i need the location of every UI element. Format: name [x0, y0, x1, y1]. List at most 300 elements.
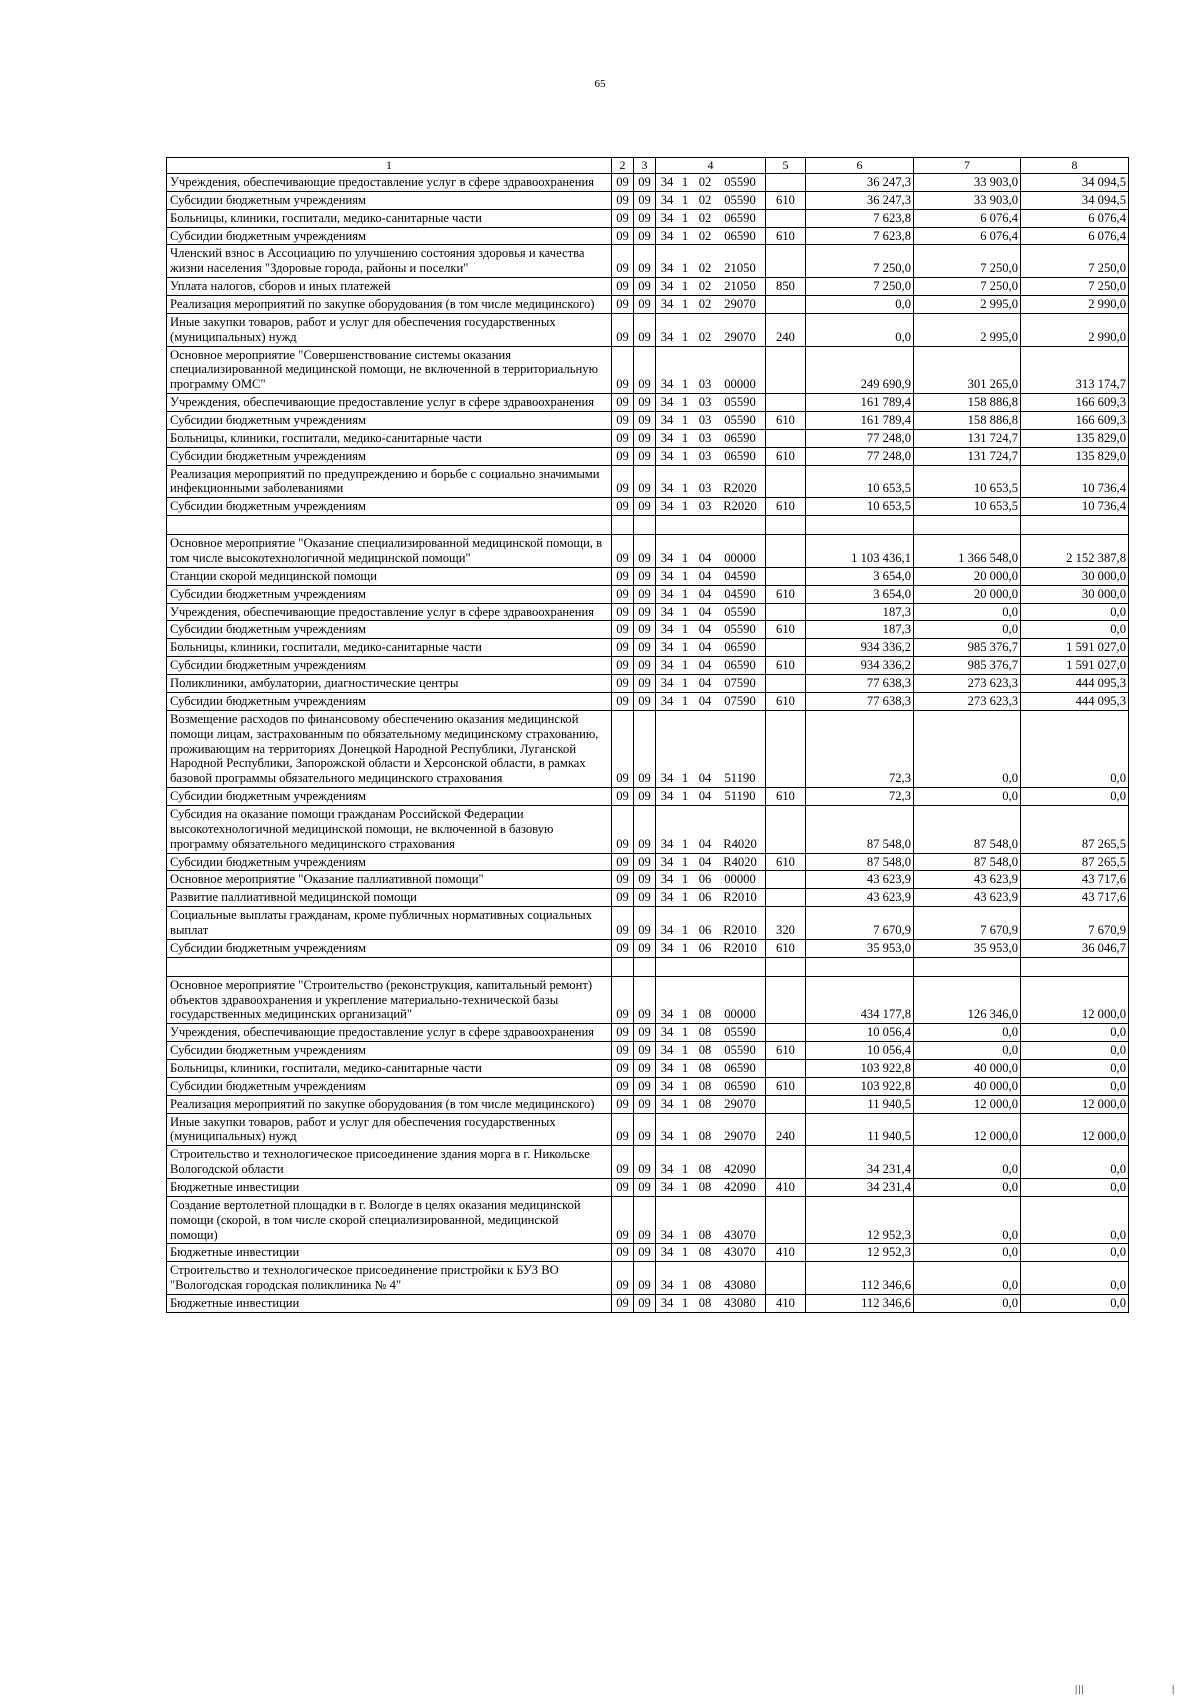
table-row [167, 1042, 1129, 1060]
target-direction: 06590 [724, 210, 756, 225]
target-event: 06 [698, 922, 712, 937]
target-subprogram: 1 [681, 586, 689, 601]
spacer-cell [167, 516, 612, 535]
expense-type-code [766, 889, 806, 907]
amount-col-6: 112 346,6 [806, 1295, 914, 1313]
amount-col-7: 301 265,0 [914, 346, 1021, 394]
target-event: 04 [698, 586, 712, 601]
section-code: 09 [612, 907, 634, 940]
expense-type-code [766, 429, 806, 447]
expense-name: Субсидии бюджетным учреждениям [167, 585, 612, 603]
table-row [167, 1146, 1129, 1179]
subsection-code: 09 [634, 1077, 656, 1095]
target-direction: 00000 [724, 551, 756, 566]
amount-col-8: 7 670,9 [1021, 907, 1129, 940]
amount-col-8: 6 076,4 [1021, 209, 1129, 227]
target-subprogram: 1 [681, 1078, 689, 1093]
subsection-code: 09 [634, 805, 656, 853]
amount-col-7: 7 250,0 [914, 245, 1021, 278]
amount-col-6: 36 247,3 [806, 191, 914, 209]
amount-col-7: 985 376,7 [914, 639, 1021, 657]
amount-col-7: 40 000,0 [914, 1059, 1021, 1077]
amount-col-7: 87 548,0 [914, 805, 1021, 853]
section-code: 09 [612, 1042, 634, 1060]
amount-col-7: 273 623,3 [914, 675, 1021, 693]
section-code: 09 [612, 227, 634, 245]
target-subprogram: 1 [681, 1296, 689, 1310]
target-direction: 00000 [724, 1007, 756, 1022]
expense-name: Реализация мероприятий по предупреждению и борьбе с социально значимыми инфекционными заболеваниями [167, 465, 612, 498]
target-subprogram: 1 [681, 890, 689, 905]
expense-type-code: 610 [766, 657, 806, 675]
target-event: 04 [698, 676, 712, 691]
target-event: 08 [698, 1162, 712, 1177]
section-code: 09 [612, 567, 634, 585]
target-program: 34 [660, 175, 674, 189]
target-direction: 43080 [724, 1278, 756, 1293]
target-article-code [656, 603, 766, 621]
amount-col-6: 87 548,0 [806, 853, 914, 871]
table-row [167, 278, 1129, 296]
amount-col-8: 0,0 [1021, 1024, 1129, 1042]
target-program: 34 [660, 693, 674, 708]
amount-col-6: 187,3 [806, 621, 914, 639]
table-row [167, 465, 1129, 498]
table-row [167, 639, 1129, 657]
expense-type-code: 240 [766, 313, 806, 346]
spacer-cell [914, 516, 1021, 535]
amount-col-6: 72,3 [806, 710, 914, 787]
target-article-code [656, 1178, 766, 1196]
target-event: 04 [698, 640, 712, 655]
subsection-code: 09 [634, 710, 656, 787]
amount-col-8: 87 265,5 [1021, 805, 1129, 853]
amount-col-8: 2 152 387,8 [1021, 535, 1129, 568]
header-col-3: 3 [634, 158, 656, 174]
target-event: 03 [698, 481, 712, 496]
target-program: 34 [660, 329, 674, 344]
section-code: 09 [612, 498, 634, 516]
target-direction: 29070 [724, 1096, 756, 1111]
subsection-code: 09 [634, 692, 656, 710]
spacer-cell [634, 957, 656, 976]
target-direction: 07590 [724, 693, 756, 708]
target-subprogram: 1 [681, 279, 689, 294]
target-article-code [656, 675, 766, 693]
amount-col-7: 0,0 [914, 603, 1021, 621]
target-event: 04 [698, 604, 712, 619]
amount-col-7: 0,0 [914, 788, 1021, 806]
target-event: 04 [698, 789, 712, 804]
target-article-code [656, 639, 766, 657]
target-article-code [656, 227, 766, 245]
section-code: 09 [612, 278, 634, 296]
amount-col-8: 444 095,3 [1021, 692, 1129, 710]
target-event: 03 [698, 499, 712, 514]
target-event: 06 [698, 940, 712, 955]
section-code: 09 [612, 1178, 634, 1196]
amount-col-6: 43 623,9 [806, 871, 914, 889]
table-body [167, 174, 1129, 1313]
expense-type-code [766, 209, 806, 227]
amount-col-6: 434 177,8 [806, 976, 914, 1024]
table-row [167, 853, 1129, 871]
subsection-code: 09 [634, 465, 656, 498]
target-program: 34 [660, 1162, 674, 1177]
expense-type-code [766, 394, 806, 412]
target-program: 34 [660, 1245, 674, 1260]
amount-col-6: 11 940,5 [806, 1113, 914, 1146]
expense-type-code [766, 1059, 806, 1077]
amount-col-7: 87 548,0 [914, 853, 1021, 871]
target-direction: R2010 [723, 922, 757, 937]
amount-col-6: 7 250,0 [806, 278, 914, 296]
expense-type-code: 610 [766, 1042, 806, 1060]
target-event: 08 [698, 1096, 712, 1111]
subsection-code: 09 [634, 1042, 656, 1060]
section-code: 09 [612, 1262, 634, 1295]
target-direction: 29070 [724, 329, 756, 344]
target-article-code [656, 871, 766, 889]
table-row [167, 245, 1129, 278]
expense-name: Субсидии бюджетным учреждениям [167, 191, 612, 209]
target-direction: 21050 [724, 279, 756, 294]
target-subprogram: 1 [681, 329, 689, 344]
target-event: 02 [698, 228, 712, 243]
table-row [167, 429, 1129, 447]
target-direction: 51190 [724, 771, 756, 786]
target-event: 06 [698, 890, 712, 905]
amount-col-8: 166 609,3 [1021, 412, 1129, 430]
amount-col-7: 35 953,0 [914, 939, 1021, 957]
target-article-code [656, 1146, 766, 1179]
target-program: 34 [660, 1060, 674, 1075]
section-code: 09 [612, 657, 634, 675]
section-code: 09 [612, 1244, 634, 1262]
target-article-code [656, 907, 766, 940]
target-subprogram: 1 [681, 604, 689, 619]
target-article-code [656, 1059, 766, 1077]
target-direction: 07590 [724, 676, 756, 691]
expense-type-code [766, 1146, 806, 1179]
spacer-cell [656, 516, 766, 535]
expense-type-code: 410 [766, 1244, 806, 1262]
subsection-code: 09 [634, 1262, 656, 1295]
target-event: 04 [698, 658, 712, 673]
section-code: 09 [612, 1077, 634, 1095]
expense-type-code: 610 [766, 412, 806, 430]
expense-name: Субсидии бюджетным учреждениям [167, 788, 612, 806]
target-direction: 29070 [724, 1129, 756, 1144]
target-article-code [656, 447, 766, 465]
table-row [167, 346, 1129, 394]
target-article-code [656, 465, 766, 498]
target-subprogram: 1 [681, 693, 689, 708]
target-event: 03 [698, 413, 712, 428]
subsection-code: 09 [634, 174, 656, 192]
target-direction: 06590 [724, 228, 756, 243]
target-subprogram: 1 [681, 499, 689, 514]
expense-type-code [766, 639, 806, 657]
amount-col-7: 0,0 [914, 1196, 1021, 1244]
target-program: 34 [660, 1278, 674, 1293]
amount-col-8: 30 000,0 [1021, 567, 1129, 585]
expense-name: Бюджетные инвестиции [167, 1295, 612, 1313]
target-subprogram: 1 [681, 448, 689, 463]
target-article-code [656, 889, 766, 907]
expense-type-code: 410 [766, 1295, 806, 1313]
target-direction: 06590 [724, 1060, 756, 1075]
table-row [167, 939, 1129, 957]
target-direction: 42090 [724, 1179, 756, 1194]
target-program: 34 [660, 499, 674, 514]
target-direction: R4020 [723, 836, 757, 851]
target-program: 34 [660, 448, 674, 463]
spacer-cell [656, 957, 766, 976]
target-subprogram: 1 [681, 297, 689, 312]
section-code: 09 [612, 429, 634, 447]
expense-type-code: 610 [766, 621, 806, 639]
expense-type-code: 610 [766, 227, 806, 245]
amount-col-8: 6 076,4 [1021, 227, 1129, 245]
amount-col-6: 3 654,0 [806, 567, 914, 585]
footer-marks: ||| [1075, 1683, 1085, 1695]
amount-col-7: 12 000,0 [914, 1113, 1021, 1146]
table-row [167, 1059, 1129, 1077]
section-code: 09 [612, 394, 634, 412]
target-subprogram: 1 [681, 1096, 689, 1111]
target-direction: 04590 [724, 586, 756, 601]
target-subprogram: 1 [681, 622, 689, 637]
target-subprogram: 1 [681, 481, 689, 496]
amount-col-7: 0,0 [914, 1146, 1021, 1179]
header-col-2: 2 [612, 158, 634, 174]
target-article-code [656, 621, 766, 639]
section-code: 09 [612, 603, 634, 621]
header-col-4: 4 [656, 158, 766, 174]
subsection-code: 09 [634, 976, 656, 1024]
target-subprogram: 1 [681, 658, 689, 673]
target-subprogram: 1 [681, 395, 689, 410]
target-event: 02 [698, 329, 712, 344]
table-row [167, 567, 1129, 585]
target-direction: 42090 [724, 1162, 756, 1177]
amount-col-7: 0,0 [914, 1024, 1021, 1042]
subsection-code: 09 [634, 245, 656, 278]
target-subprogram: 1 [681, 1043, 689, 1058]
target-subprogram: 1 [681, 1007, 689, 1022]
amount-col-7: 2 995,0 [914, 313, 1021, 346]
amount-col-7: 43 623,9 [914, 871, 1021, 889]
amount-col-7: 0,0 [914, 1178, 1021, 1196]
amount-col-6: 10 653,5 [806, 465, 914, 498]
expense-type-code [766, 567, 806, 585]
section-code: 09 [612, 191, 634, 209]
expense-type-code: 610 [766, 1077, 806, 1095]
target-event: 08 [698, 1025, 712, 1040]
amount-col-6: 112 346,6 [806, 1262, 914, 1295]
table-row [167, 1295, 1129, 1313]
target-program: 34 [660, 1179, 674, 1194]
target-subprogram: 1 [681, 940, 689, 955]
header-col-6: 6 [806, 158, 914, 174]
target-program: 34 [660, 1043, 674, 1058]
subsection-code: 09 [634, 1244, 656, 1262]
amount-col-8: 1 591 027,0 [1021, 657, 1129, 675]
amount-col-7: 158 886,8 [914, 412, 1021, 430]
subsection-code: 09 [634, 567, 656, 585]
table-row [167, 603, 1129, 621]
amount-col-7: 20 000,0 [914, 567, 1021, 585]
expense-name: Учреждения, обеспечивающие предоставление услуг в сфере здравоохранения [167, 603, 612, 621]
subsection-code: 09 [634, 227, 656, 245]
expense-name: Основное мероприятие "Строительство (реконструкция, капитальный ремонт) объектов здравоохранения и укрепление материально-технической базы государственных медицинских организаций" [167, 976, 612, 1024]
section-code: 09 [612, 1295, 634, 1313]
amount-col-8: 7 250,0 [1021, 278, 1129, 296]
section-code: 09 [612, 313, 634, 346]
expense-name: Субсидии бюджетным учреждениям [167, 657, 612, 675]
target-subprogram: 1 [681, 228, 689, 243]
subsection-code: 09 [634, 603, 656, 621]
expense-name: Основное мероприятие "Совершенствование системы оказания специализированной медицинской помощи, не включенной в территориальную программу ОМС" [167, 346, 612, 394]
subsection-code: 09 [634, 535, 656, 568]
expense-name: Субсидии бюджетным учреждениям [167, 1042, 612, 1060]
subsection-code: 09 [634, 498, 656, 516]
target-subprogram: 1 [681, 789, 689, 804]
section-code: 09 [612, 1113, 634, 1146]
target-article-code [656, 976, 766, 1024]
target-event: 04 [698, 568, 712, 583]
amount-col-6: 43 623,9 [806, 889, 914, 907]
target-subprogram: 1 [681, 568, 689, 583]
subsection-code: 09 [634, 1059, 656, 1077]
expense-type-code [766, 805, 806, 853]
section-code: 09 [612, 889, 634, 907]
table-row [167, 788, 1129, 806]
table-row [167, 174, 1129, 192]
subsection-code: 09 [634, 429, 656, 447]
amount-col-6: 934 336,2 [806, 657, 914, 675]
target-subprogram: 1 [681, 872, 689, 887]
section-code: 09 [612, 296, 634, 314]
section-code: 09 [612, 871, 634, 889]
expense-type-code: 610 [766, 447, 806, 465]
target-program: 34 [660, 586, 674, 601]
target-program: 34 [660, 940, 674, 955]
target-subprogram: 1 [681, 1060, 689, 1075]
amount-col-6: 7 623,8 [806, 227, 914, 245]
target-event: 02 [698, 279, 712, 294]
amount-col-6: 103 922,8 [806, 1059, 914, 1077]
target-program: 34 [660, 377, 674, 392]
spacer-cell [612, 516, 634, 535]
spacer-cell [612, 957, 634, 976]
amount-col-8: 166 609,3 [1021, 394, 1129, 412]
target-article-code [656, 853, 766, 871]
expense-type-code [766, 603, 806, 621]
header-col-7: 7 [914, 158, 1021, 174]
expense-name: Иные закупки товаров, работ и услуг для обеспечения государственных (муниципальных) нужд [167, 313, 612, 346]
amount-col-6: 7 623,8 [806, 209, 914, 227]
section-code: 09 [612, 585, 634, 603]
amount-col-8: 135 829,0 [1021, 447, 1129, 465]
expense-type-code [766, 1024, 806, 1042]
amount-col-6: 249 690,9 [806, 346, 914, 394]
target-article-code [656, 245, 766, 278]
expense-name: Реализация мероприятий по закупке оборудования (в том числе медицинского) [167, 1095, 612, 1113]
header-col-1: 1 [167, 158, 612, 174]
target-article-code [656, 313, 766, 346]
expense-type-code: 610 [766, 939, 806, 957]
target-subprogram: 1 [681, 1227, 689, 1242]
amount-col-6: 77 248,0 [806, 447, 914, 465]
table-row [167, 889, 1129, 907]
table-row [167, 296, 1129, 314]
target-direction: R2020 [723, 481, 757, 496]
spacer-cell [766, 516, 806, 535]
section-code: 09 [612, 465, 634, 498]
amount-col-8: 0,0 [1021, 621, 1129, 639]
amount-col-6: 10 056,4 [806, 1024, 914, 1042]
target-article-code [656, 805, 766, 853]
target-article-code [656, 1113, 766, 1146]
target-event: 02 [698, 175, 712, 189]
spacer-cell [167, 957, 612, 976]
amount-col-8: 0,0 [1021, 1295, 1129, 1313]
target-article-code [656, 1295, 766, 1313]
target-subprogram: 1 [681, 175, 689, 189]
target-article-code [656, 1196, 766, 1244]
amount-col-8: 36 046,7 [1021, 939, 1129, 957]
spacer-cell [1021, 516, 1129, 535]
expense-type-code [766, 346, 806, 394]
expense-type-code: 610 [766, 692, 806, 710]
amount-col-6: 0,0 [806, 296, 914, 314]
amount-col-8: 135 829,0 [1021, 429, 1129, 447]
expense-type-code: 610 [766, 853, 806, 871]
subsection-code: 09 [634, 907, 656, 940]
target-event: 03 [698, 377, 712, 392]
expense-name: Субсидии бюджетным учреждениям [167, 692, 612, 710]
amount-col-8: 12 000,0 [1021, 1113, 1129, 1146]
amount-col-6: 1 103 436,1 [806, 535, 914, 568]
amount-col-8: 12 000,0 [1021, 976, 1129, 1024]
target-program: 34 [660, 1296, 674, 1310]
amount-col-7: 2 995,0 [914, 296, 1021, 314]
target-subprogram: 1 [681, 1179, 689, 1194]
target-article-code [656, 567, 766, 585]
target-subprogram: 1 [681, 1162, 689, 1177]
amount-col-8: 30 000,0 [1021, 585, 1129, 603]
section-code: 09 [612, 939, 634, 957]
table-row [167, 447, 1129, 465]
expense-name: Субсидия на оказание помощи гражданам Российской Федерации высокотехнологичной медицинской помощи, не включенной в базовую программу обязательного медицинского страхования [167, 805, 612, 853]
expense-name: Социальные выплаты гражданам, кроме публичных нормативных социальных выплат [167, 907, 612, 940]
amount-col-7: 1 366 548,0 [914, 535, 1021, 568]
target-direction: 05590 [724, 604, 756, 619]
target-program: 34 [660, 1078, 674, 1093]
amount-col-7: 33 903,0 [914, 191, 1021, 209]
target-direction: R2020 [723, 499, 757, 514]
expense-name: Субсидии бюджетным учреждениям [167, 939, 612, 957]
subsection-code: 09 [634, 296, 656, 314]
target-subprogram: 1 [681, 922, 689, 937]
subsection-code: 09 [634, 191, 656, 209]
expense-name: Субсидии бюджетным учреждениям [167, 498, 612, 516]
target-subprogram: 1 [681, 261, 689, 276]
target-event: 08 [698, 1129, 712, 1144]
amount-col-7: 6 076,4 [914, 209, 1021, 227]
